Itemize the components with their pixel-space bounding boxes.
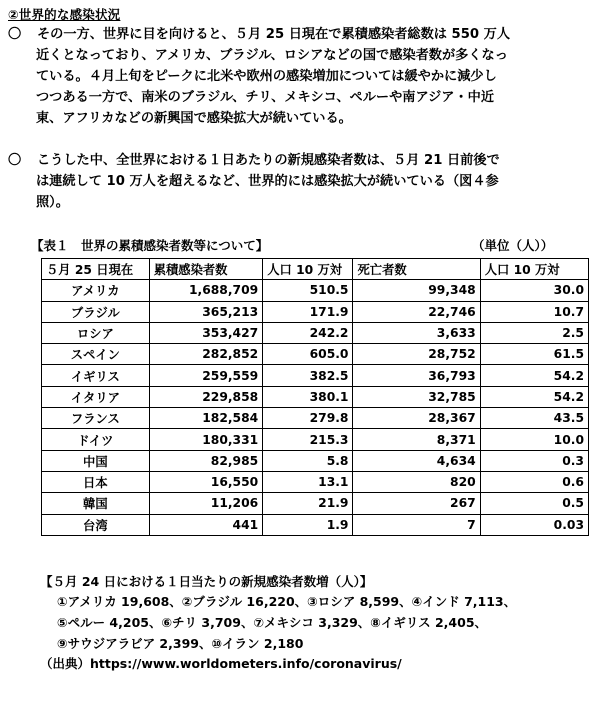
table-row xyxy=(42,280,589,301)
cumulative-cases-cell: 182,584 xyxy=(149,408,263,429)
paragraph-line: その一方、世界に目を向けると、５月 25 日現在で累積感染者総数は 550 万人 xyxy=(37,27,511,42)
deaths-cell: 32,785 xyxy=(353,386,480,407)
country-cell: ロシア xyxy=(42,322,150,343)
country-cell: アメリカ xyxy=(42,280,150,301)
deaths-cell: 267 xyxy=(353,493,480,514)
deaths-per-100k-cell: 30.0 xyxy=(480,280,588,301)
cumulative-cases-cell: 1,688,709 xyxy=(149,280,263,301)
country-cell: 韓国 xyxy=(42,493,150,514)
deaths-per-100k-cell: 43.5 xyxy=(480,408,588,429)
table-row xyxy=(42,493,589,514)
paragraph-line: こうした中、全世界における１日あたりの新規感染者数は、５月 21 日前後で xyxy=(37,153,500,168)
cumulative-cases-cell: 180,331 xyxy=(149,429,263,450)
paragraph-line: 東、アフリカなどの新興国で感染拡大が続いている。 xyxy=(36,111,352,126)
deaths-cell: 3,633 xyxy=(353,322,480,343)
paragraph-line: つつある一方で、南米のブラジル、チリ、メキシコ、ペルーや南アジア・中近 xyxy=(36,90,495,105)
deaths-per-100k-cell: 0.3 xyxy=(480,450,588,471)
cases-per-100k-cell: 21.9 xyxy=(263,493,353,514)
header-date: ５月 25 日現在 xyxy=(42,259,150,280)
table-body xyxy=(42,280,589,536)
cases-per-100k-cell: 510.5 xyxy=(263,280,353,301)
cases-per-100k-cell: 5.8 xyxy=(263,450,353,471)
country-cell: フランス xyxy=(42,408,150,429)
paragraph-line: ている。４月上旬をピークに北米や欧州の感染増加については緩やかに減少し xyxy=(36,69,497,84)
deaths-per-100k-cell: 0.03 xyxy=(480,514,588,535)
section-heading: ②世界的な感染状況 xyxy=(8,7,121,22)
deaths-cell: 820 xyxy=(353,471,480,492)
table-unit: （単位（人）） xyxy=(472,238,554,253)
paragraph-new-cases xyxy=(8,150,578,213)
country-cell: 日本 xyxy=(42,471,150,492)
cases-per-100k-cell: 1.9 xyxy=(263,514,353,535)
cases-per-100k-cell: 13.1 xyxy=(263,471,353,492)
deaths-cell: 22,746 xyxy=(353,301,480,322)
cases-per-100k-cell: 382.5 xyxy=(263,365,353,386)
table-row xyxy=(42,322,589,343)
deaths-per-100k-cell: 2.5 xyxy=(480,322,588,343)
new-cases-line: ⑤ペルー 4,205、⑥チリ 3,709、⑦メキシコ 3,329、⑧イギリス 2,405、 xyxy=(57,615,488,630)
deaths-per-100k-cell: 0.6 xyxy=(480,471,588,492)
paragraph-line: 近くとなっており、アメリカ、ブラジル、ロシアなどの国で感染者数が多くなっ xyxy=(36,48,508,63)
header-cases-per-100k: 人口 10 万対 xyxy=(263,259,353,280)
deaths-per-100k-cell: 0.5 xyxy=(480,493,588,514)
table-row xyxy=(42,450,589,471)
cumulative-cases-table xyxy=(41,258,589,536)
cases-per-100k-cell: 380.1 xyxy=(263,386,353,407)
deaths-per-100k-cell: 54.2 xyxy=(480,386,588,407)
country-cell: スペイン xyxy=(42,344,150,365)
country-cell: イタリア xyxy=(42,386,150,407)
country-cell: ドイツ xyxy=(42,429,150,450)
cumulative-cases-cell: 441 xyxy=(149,514,263,535)
deaths-per-100k-cell: 10.7 xyxy=(480,301,588,322)
deaths-cell: 8,371 xyxy=(353,429,480,450)
cumulative-cases-cell: 282,852 xyxy=(149,344,263,365)
table-row xyxy=(42,514,589,535)
deaths-cell: 28,367 xyxy=(353,408,480,429)
header-deaths-per-100k: 人口 10 万対 xyxy=(480,259,588,280)
cumulative-cases-cell: 229,858 xyxy=(149,386,263,407)
cases-per-100k-cell: 171.9 xyxy=(263,301,353,322)
cumulative-cases-cell: 365,213 xyxy=(149,301,263,322)
paragraph-line: 照）。 xyxy=(36,195,69,210)
new-cases-title: 【５月 24 日における１日当たりの新規感染者数増（人）】 xyxy=(40,574,373,589)
table-row xyxy=(42,344,589,365)
table-title: 【表１ 世界の累積感染者数等について】 xyxy=(31,238,269,253)
table-row xyxy=(42,301,589,322)
table-row xyxy=(42,408,589,429)
new-cases-line: ⑨サウジアラビア 2,399、⑩イラン 2,180 xyxy=(57,636,304,651)
paragraph-line: は連続して 10 万人を超えるなど、世界的には感染拡大が続いている（図４参 xyxy=(36,174,499,189)
table-row xyxy=(42,365,589,386)
cumulative-cases-cell: 11,206 xyxy=(149,493,263,514)
deaths-per-100k-cell: 10.0 xyxy=(480,429,588,450)
bullet-mark: 〇 xyxy=(8,153,22,168)
cases-per-100k-cell: 279.8 xyxy=(263,408,353,429)
deaths-cell: 7 xyxy=(353,514,480,535)
cases-per-100k-cell: 605.0 xyxy=(263,344,353,365)
table-row xyxy=(42,471,589,492)
header-cumulative-cases: 累積感染者数 xyxy=(149,259,263,280)
cumulative-cases-cell: 82,985 xyxy=(149,450,263,471)
header-deaths: 死亡者数 xyxy=(353,259,480,280)
paragraph-global-situation xyxy=(8,24,578,129)
table-row xyxy=(42,386,589,407)
country-cell: 中国 xyxy=(42,450,150,471)
bullet-mark: 〇 xyxy=(8,27,22,42)
cases-per-100k-cell: 215.3 xyxy=(263,429,353,450)
cumulative-cases-cell: 259,559 xyxy=(149,365,263,386)
deaths-cell: 99,348 xyxy=(353,280,480,301)
table-header-row xyxy=(42,259,589,280)
country-cell: ブラジル xyxy=(42,301,150,322)
deaths-cell: 4,634 xyxy=(353,450,480,471)
deaths-per-100k-cell: 54.2 xyxy=(480,365,588,386)
deaths-per-100k-cell: 61.5 xyxy=(480,344,588,365)
table-row xyxy=(42,429,589,450)
cumulative-cases-cell: 353,427 xyxy=(149,322,263,343)
country-cell: イギリス xyxy=(42,365,150,386)
deaths-cell: 36,793 xyxy=(353,365,480,386)
source-citation: （出典）https://www.worldometers.info/coronavirus/ xyxy=(40,656,402,671)
cumulative-cases-cell: 16,550 xyxy=(149,471,263,492)
new-cases-line: ①アメリカ 19,608、②ブラジル 16,220、③ロシア 8,599、④インド 7,113、 xyxy=(57,594,517,609)
deaths-cell: 28,752 xyxy=(353,344,480,365)
cases-per-100k-cell: 242.2 xyxy=(263,322,353,343)
country-cell: 台湾 xyxy=(42,514,150,535)
